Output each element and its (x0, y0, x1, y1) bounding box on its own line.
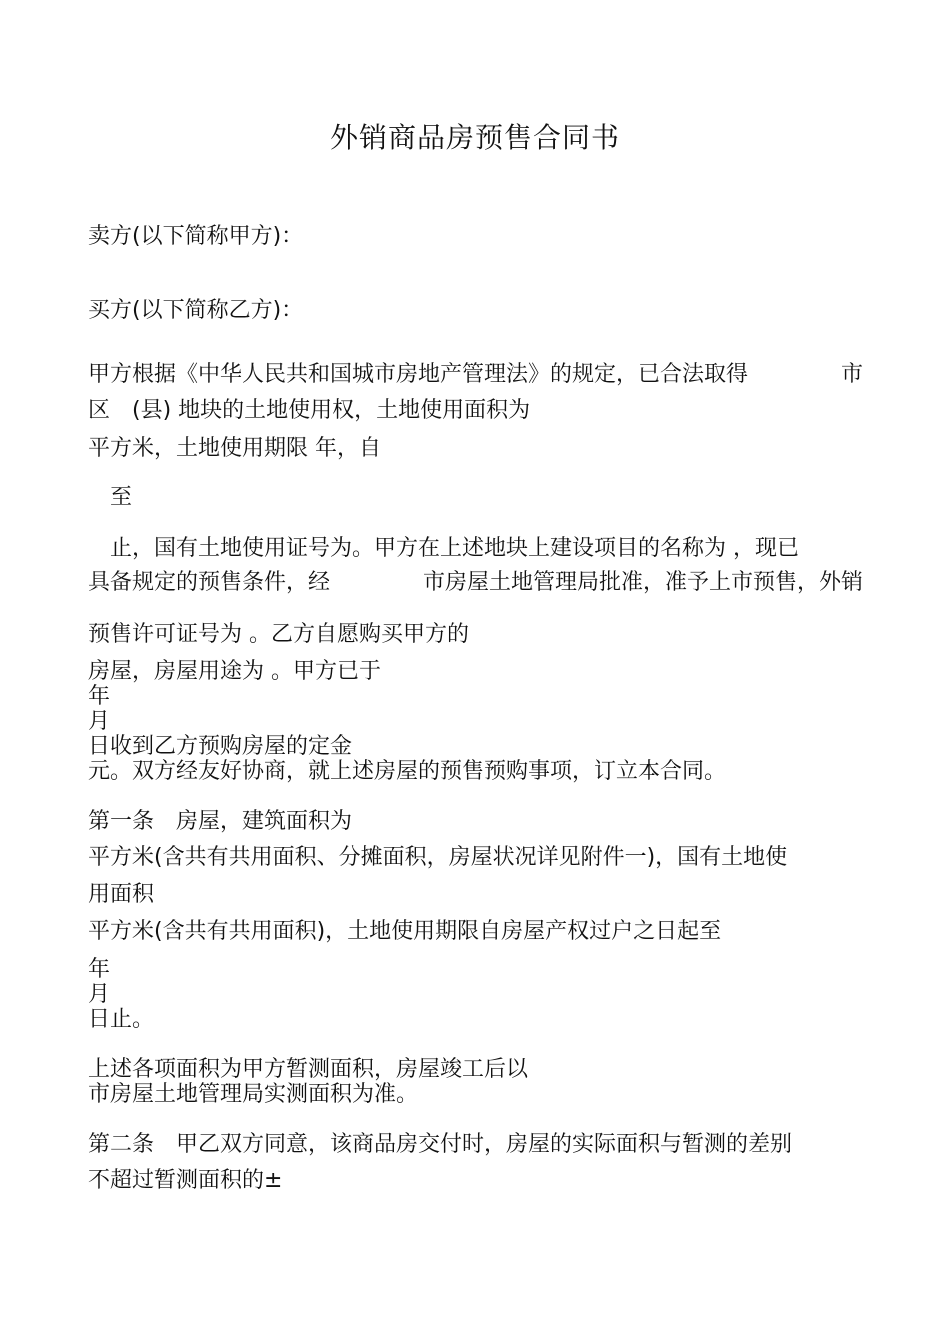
paragraph-line: 不超过暂测面积的± (88, 1168, 283, 1193)
paragraph-line: 日收到乙方预购房屋的定金 (88, 734, 353, 759)
paragraph-line: 平方米(含共有共用面积)，土地使用期限自房屋产权过户之日起至 (88, 919, 722, 944)
paragraph-line: 日止。 (88, 1007, 155, 1032)
buyer-line: 买方(以下简称乙方)： (88, 298, 304, 323)
paragraph-line (88, 360, 863, 390)
text-segment: 甲方根据《中华人民共和国城市房地产管理法》的规定，已合法取得 (88, 362, 749, 387)
text-segment: 具备规定的预售条件，经 (88, 570, 331, 595)
text-segment: 市房屋土地管理局批准，准予上市预售，外销 (422, 570, 863, 595)
paragraph-line: 止，国有土地使用证号为。甲方在上述地块上建设项目的名称为 ，现已 (110, 536, 799, 561)
paragraph-line (88, 568, 863, 598)
article-two-heading: 第二条 甲乙双方同意，该商品房交付时，房屋的实际面积与暂测的差别 (88, 1132, 793, 1157)
seller-line: 卖方(以下简称甲方)： (88, 224, 304, 249)
paragraph-line: 平方米，土地使用期限 年，自 (88, 436, 381, 461)
paragraph-line: 用面积 (88, 882, 155, 907)
text-segment: 市 (840, 362, 863, 387)
paragraph-line: 预售许可证号为 。乙方自愿购买甲方的 (88, 622, 469, 647)
article-one-heading: 第一条 房屋，建筑面积为 (88, 809, 353, 834)
paragraph-line: 市房屋土地管理局实测面积为准。 (88, 1082, 419, 1107)
paragraph-line: 至 (110, 485, 133, 510)
paragraph-line: 月 (88, 709, 111, 734)
paragraph-line: 区 (县) 地块的土地使用权，土地使用面积为 (88, 398, 531, 423)
paragraph-line: 月 (88, 982, 111, 1007)
paragraph-line: 上述各项面积为甲方暂测面积，房屋竣工后以 (88, 1057, 529, 1082)
paragraph-line: 年 (88, 684, 111, 709)
paragraph-line: 年 (88, 957, 111, 982)
paragraph-line: 房屋，房屋用途为 。甲方已于 (88, 659, 381, 684)
paragraph-line: 平方米(含共有共用面积、分摊面积，房屋状况详见附件一)，国有土地使 (88, 845, 788, 870)
document-title: 外销商品房预售合同书 (329, 121, 620, 154)
paragraph-line: 元。双方经友好协商，就上述房屋的预售预购事项，订立本合同。 (88, 759, 727, 784)
